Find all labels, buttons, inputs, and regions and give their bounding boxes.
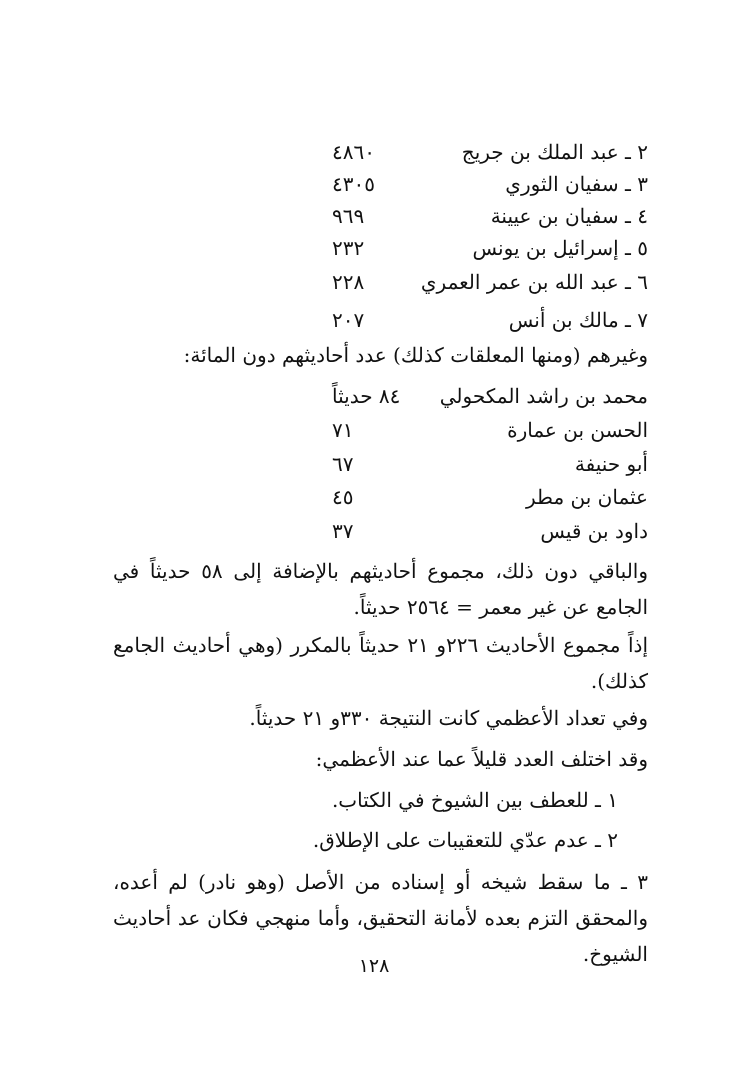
narrator-name: ٥ ـ إسرائيل بن يونس xyxy=(472,236,648,260)
hadith-count: ٢٣٢ xyxy=(332,236,365,260)
narrator-row xyxy=(0,137,748,167)
hadith-count: ٤٥ xyxy=(332,485,354,509)
total-paragraph: إذاً مجموع الأحاديث ٢٢٦و ٢١ حديثاً بالمكرر (وهي أحاديث الجامع كذلك). xyxy=(113,633,648,693)
narrator-name: ٤ ـ سفيان بن عيينة xyxy=(490,204,648,228)
narrator-name: عثمان بن مطر xyxy=(526,485,648,509)
narrator-row xyxy=(0,482,748,512)
reason-paragraph: ٣ ـ ما سقط شيخه أو إسناده من الأصل (وهو نادر) لم أعده، والمحقق التزم بعده لأمانة التحقيق، وأما منهجي فكان عد أحاديث الشيوخ. xyxy=(113,870,648,966)
reason-item: ١ ـ للعطف بين الشيوخ في الكتاب. xyxy=(331,788,618,812)
narrator-row xyxy=(0,449,748,479)
hadith-count: ٢٠٧ xyxy=(332,308,365,332)
narrator-row xyxy=(0,305,748,335)
remaining-paragraph: والباقي دون ذلك، مجموع أحاديثهم بالإضافة إلى ٥٨ حديثاً في الجامع عن غير معمر = ٢٥٦٤ حديثاً. xyxy=(113,559,648,619)
intro-line: وغيرهم (ومنها المعلقات كذلك) عدد أحاديثهم دون المائة: xyxy=(183,343,648,367)
narrator-row xyxy=(0,267,748,297)
difference-intro-line: وقد اختلف العدد قليلاً عما عند الأعظمي: xyxy=(315,747,648,771)
hadith-count: ٣٧ xyxy=(332,519,354,543)
hadith-count: ٤٣٠٥ xyxy=(332,172,375,196)
narrator-name: ٣ ـ سفيان الثوري xyxy=(505,172,648,196)
narrator-name: ٧ ـ مالك بن أنس xyxy=(508,308,648,332)
narrator-row xyxy=(0,201,748,231)
narrator-name: داود بن قيس xyxy=(540,519,648,543)
narrator-row xyxy=(0,381,748,411)
hadith-count: ٦٧ xyxy=(332,452,354,476)
narrator-row xyxy=(0,516,748,546)
narrator-name: ٦ ـ عبد الله بن عمر العمري xyxy=(420,270,648,294)
hadith-count: ٢٢٨ xyxy=(332,270,365,294)
page-number: ١٢٨ xyxy=(358,955,390,977)
narrator-row xyxy=(0,415,748,445)
reason-item: ٢ ـ عدم عدّي للتعقيبات على الإطلاق. xyxy=(312,828,618,852)
narrator-name: الحسن بن عمارة xyxy=(507,418,648,442)
hadith-count: ٤٨٦٠ xyxy=(332,140,375,164)
hadith-count: ٩٦٩ xyxy=(332,204,365,228)
narrator-row xyxy=(0,169,748,199)
narrator-name: ٢ ـ عبد الملك بن جريج xyxy=(461,140,648,164)
hadith-count: ٧١ xyxy=(332,418,354,442)
hadith-count: ٨٤ حديثاً xyxy=(332,384,401,408)
azami-count-line: وفي تعداد الأعظمي كانت النتيجة ٣٣٠و ٢١ حديثاً. xyxy=(249,706,648,730)
narrator-row xyxy=(0,233,748,263)
narrator-name: محمد بن راشد المكحولي xyxy=(439,384,648,408)
narrator-name: أبو حنيفة xyxy=(574,452,648,476)
